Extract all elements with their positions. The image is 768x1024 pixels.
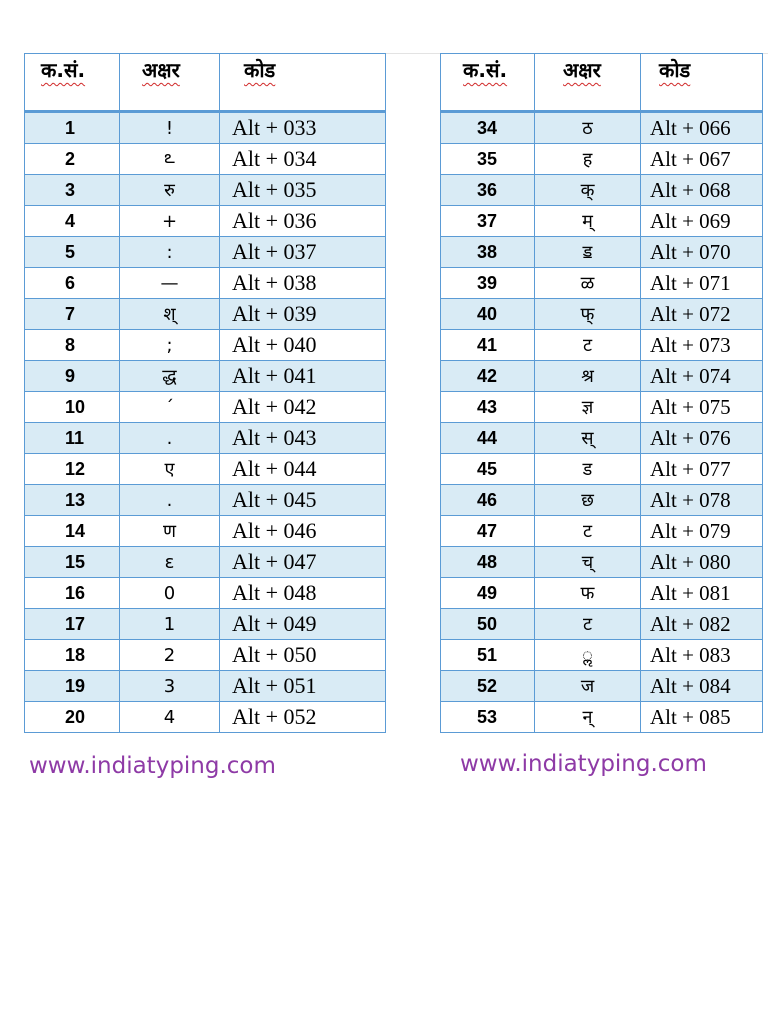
alt-code-cell: Alt + 038	[220, 268, 386, 299]
serial-number-cell: 17	[25, 609, 120, 640]
alt-code-cell: Alt + 074	[641, 361, 763, 392]
serial-number-cell: 53	[441, 702, 535, 733]
alt-code-cell: Alt + 049	[220, 609, 386, 640]
serial-number-cell: 5	[25, 237, 120, 268]
table-row	[25, 268, 386, 299]
table-row	[25, 578, 386, 609]
table-row	[25, 485, 386, 516]
serial-number-cell: 4	[25, 206, 120, 237]
alt-code-cell: Alt + 047	[220, 547, 386, 578]
table-row	[25, 299, 386, 330]
character-cell: रु	[120, 175, 220, 206]
character-cell: ळ	[535, 268, 641, 299]
serial-number-cell: 9	[25, 361, 120, 392]
header-code: कोड	[641, 54, 763, 112]
alt-code-table-left	[24, 53, 386, 733]
serial-number-cell: 41	[441, 330, 535, 361]
serial-number-cell: 12	[25, 454, 120, 485]
table-header-row	[25, 54, 386, 112]
character-cell: 2	[120, 640, 220, 671]
character-cell: :	[120, 237, 220, 268]
table-row	[25, 671, 386, 702]
character-cell: फ्	[535, 299, 641, 330]
alt-code-cell: Alt + 079	[641, 516, 763, 547]
serial-number-cell: 20	[25, 702, 120, 733]
table-row	[25, 454, 386, 485]
table-row	[441, 392, 763, 423]
serial-number-cell: 18	[25, 640, 120, 671]
table-row	[25, 516, 386, 547]
character-cell: 4	[120, 702, 220, 733]
serial-number-cell: 51	[441, 640, 535, 671]
serial-number-cell: 15	[25, 547, 120, 578]
table-row	[441, 237, 763, 268]
table-row	[441, 485, 763, 516]
alt-code-cell: Alt + 045	[220, 485, 386, 516]
table-row	[441, 330, 763, 361]
character-cell: ε	[120, 547, 220, 578]
character-cell: म्	[535, 206, 641, 237]
character-cell: श्	[120, 299, 220, 330]
alt-code-cell: Alt + 066	[641, 112, 763, 144]
alt-code-cell: Alt + 048	[220, 578, 386, 609]
character-cell: ज	[535, 671, 641, 702]
alt-code-cell: Alt + 044	[220, 454, 386, 485]
table-header-row	[441, 54, 763, 112]
character-cell: 0	[120, 578, 220, 609]
header-serial-number: क.सं.	[441, 54, 535, 112]
serial-number-cell: 10	[25, 392, 120, 423]
alt-code-cell: Alt + 052	[220, 702, 386, 733]
table-row	[441, 361, 763, 392]
table-row	[441, 175, 763, 206]
character-cell: 1	[120, 609, 220, 640]
alt-code-cell: Alt + 080	[641, 547, 763, 578]
character-cell: ड	[535, 454, 641, 485]
serial-number-cell: 7	[25, 299, 120, 330]
table-row	[441, 640, 763, 671]
header-code: कोड	[220, 54, 386, 112]
serial-number-cell: 8	[25, 330, 120, 361]
table-row	[25, 423, 386, 454]
serial-number-cell: 34	[441, 112, 535, 144]
character-cell: छ	[535, 485, 641, 516]
alt-code-cell: Alt + 070	[641, 237, 763, 268]
header-character: अक्षर	[535, 54, 641, 112]
character-cell: !	[120, 112, 220, 144]
serial-number-cell: 11	[25, 423, 120, 454]
character-cell: 3	[120, 671, 220, 702]
website-url-left: www.indiatyping.com	[29, 753, 276, 779]
alt-code-cell: Alt + 084	[641, 671, 763, 702]
serial-number-cell: 52	[441, 671, 535, 702]
character-cell: क्	[535, 175, 641, 206]
character-cell: ट	[535, 516, 641, 547]
alt-code-cell: Alt + 036	[220, 206, 386, 237]
character-cell: ट	[535, 330, 641, 361]
alt-code-cell: Alt + 042	[220, 392, 386, 423]
serial-number-cell: 2	[25, 144, 120, 175]
serial-number-cell: 45	[441, 454, 535, 485]
table-row	[441, 423, 763, 454]
header-character: अक्षर	[120, 54, 220, 112]
character-cell: ए	[120, 454, 220, 485]
alt-code-cell: Alt + 082	[641, 609, 763, 640]
alt-code-cell: Alt + 068	[641, 175, 763, 206]
website-url-right: www.indiatyping.com	[460, 751, 707, 777]
serial-number-cell: 49	[441, 578, 535, 609]
alt-code-cell: Alt + 033	[220, 112, 386, 144]
serial-number-cell: 38	[441, 237, 535, 268]
header-serial-number: क.सं.	[25, 54, 120, 112]
character-cell: ॾ	[535, 237, 641, 268]
character-cell: फ	[535, 578, 641, 609]
character-cell: च्	[535, 547, 641, 578]
table-row	[441, 299, 763, 330]
table-row	[441, 206, 763, 237]
character-cell: ;	[120, 330, 220, 361]
character-cell: ट	[535, 609, 641, 640]
serial-number-cell: 19	[25, 671, 120, 702]
alt-code-cell: Alt + 039	[220, 299, 386, 330]
serial-number-cell: 39	[441, 268, 535, 299]
character-cell: स्	[535, 423, 641, 454]
table-row	[441, 578, 763, 609]
serial-number-cell: 40	[441, 299, 535, 330]
alt-code-cell: Alt + 071	[641, 268, 763, 299]
serial-number-cell: 14	[25, 516, 120, 547]
serial-number-cell: 35	[441, 144, 535, 175]
serial-number-cell: 3	[25, 175, 120, 206]
character-cell: द्ध	[120, 361, 220, 392]
alt-code-cell: Alt + 069	[641, 206, 763, 237]
alt-code-cell: Alt + 067	[641, 144, 763, 175]
character-cell: —	[120, 268, 220, 299]
table-row	[25, 112, 386, 144]
serial-number-cell: 36	[441, 175, 535, 206]
table-row	[25, 392, 386, 423]
table-row	[25, 640, 386, 671]
character-cell: ॢ	[535, 640, 641, 671]
character-cell: .	[120, 485, 220, 516]
table-row	[441, 454, 763, 485]
alt-code-cell: Alt + 085	[641, 702, 763, 733]
character-cell: श्र	[535, 361, 641, 392]
alt-code-cell: Alt + 043	[220, 423, 386, 454]
table-row	[25, 547, 386, 578]
alt-code-cell: Alt + 050	[220, 640, 386, 671]
table-row	[441, 268, 763, 299]
alt-code-cell: Alt + 081	[641, 578, 763, 609]
alt-code-cell: Alt + 077	[641, 454, 763, 485]
character-cell: ज्ञ	[535, 392, 641, 423]
character-cell: न्	[535, 702, 641, 733]
alt-code-cell: Alt + 035	[220, 175, 386, 206]
table-row	[441, 702, 763, 733]
alt-code-cell: Alt + 076	[641, 423, 763, 454]
alt-code-cell: Alt + 046	[220, 516, 386, 547]
table-row	[25, 609, 386, 640]
table-row	[25, 361, 386, 392]
table-row	[441, 112, 763, 144]
character-cell: ठ	[535, 112, 641, 144]
serial-number-cell: 46	[441, 485, 535, 516]
character-cell: ఽ	[120, 144, 220, 175]
alt-code-cell: Alt + 037	[220, 237, 386, 268]
serial-number-cell: 42	[441, 361, 535, 392]
alt-code-cell: Alt + 073	[641, 330, 763, 361]
table-row	[25, 144, 386, 175]
serial-number-cell: 47	[441, 516, 535, 547]
alt-code-cell: Alt + 040	[220, 330, 386, 361]
table-row	[441, 547, 763, 578]
serial-number-cell: 1	[25, 112, 120, 144]
alt-code-table-right	[440, 53, 763, 733]
character-cell: .	[120, 423, 220, 454]
table-row	[441, 609, 763, 640]
alt-code-cell: Alt + 034	[220, 144, 386, 175]
table-row	[441, 516, 763, 547]
character-cell: ण	[120, 516, 220, 547]
serial-number-cell: 44	[441, 423, 535, 454]
table-row	[25, 330, 386, 361]
serial-number-cell: 50	[441, 609, 535, 640]
serial-number-cell: 6	[25, 268, 120, 299]
table-row	[25, 206, 386, 237]
table-row	[25, 237, 386, 268]
serial-number-cell: 37	[441, 206, 535, 237]
character-cell: ह	[535, 144, 641, 175]
table-row	[25, 175, 386, 206]
serial-number-cell: 43	[441, 392, 535, 423]
character-cell: ´	[120, 392, 220, 423]
alt-code-cell: Alt + 051	[220, 671, 386, 702]
serial-number-cell: 13	[25, 485, 120, 516]
serial-number-cell: 16	[25, 578, 120, 609]
alt-code-cell: Alt + 072	[641, 299, 763, 330]
serial-number-cell: 48	[441, 547, 535, 578]
character-cell: +	[120, 206, 220, 237]
alt-code-cell: Alt + 078	[641, 485, 763, 516]
alt-code-cell: Alt + 075	[641, 392, 763, 423]
table-row	[441, 144, 763, 175]
alt-code-cell: Alt + 041	[220, 361, 386, 392]
table-row	[25, 702, 386, 733]
table-row	[441, 671, 763, 702]
alt-code-cell: Alt + 083	[641, 640, 763, 671]
